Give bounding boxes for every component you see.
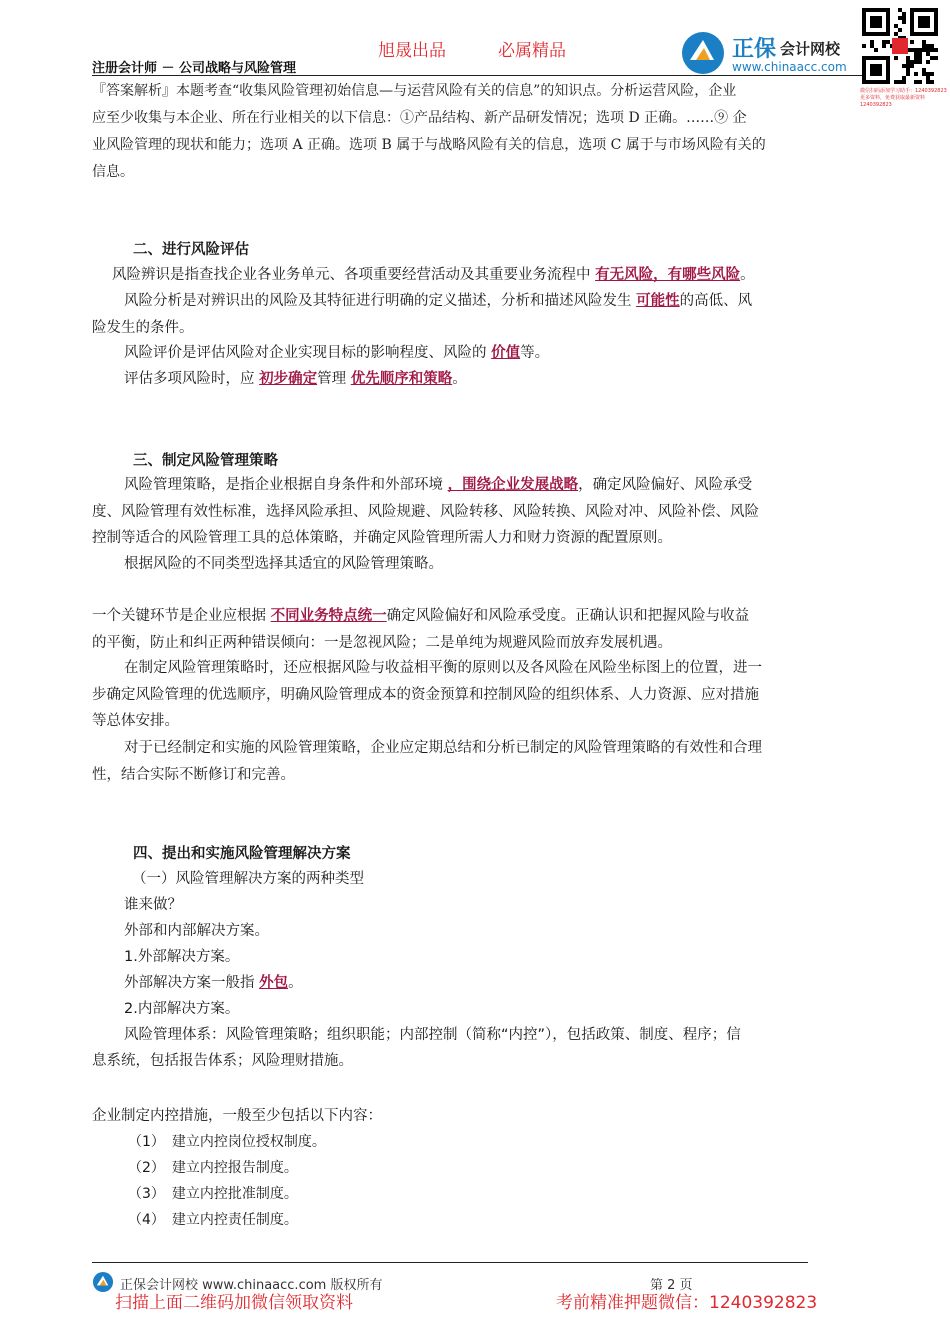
text: 确定风险偏好和风险承受度。正确认识和把握风险与收益 [386,608,750,624]
footer-divider [92,1262,808,1263]
answer-line: 应至少收集与本企业、所在行业相关的以下信息：①产品结构、新产品研发情况；选项 D 正确。……⑨ 企 [92,110,747,126]
text: 外部解决方案一般指 [124,975,260,991]
text: 步确定风险管理的优选顺序，明确风险管理成本的资金预算和控制风险的组织体系、人力资源、应对措施 [92,686,759,703]
header-divider [92,75,862,76]
qr-code-icon [862,8,938,84]
answer-line: 信息。 [92,164,134,180]
text: 风险管理策略，是指企业根据自身条件和外部环境 [124,477,448,493]
qr-caption-2: 更多资料，免费获取最新资料 1240392823 [860,95,926,108]
text: 风险分析是对辨识出的风险及其特征进行明确的定义描述，分析和描述风险发生 [124,293,637,309]
text: 度、风险管理有效性标准，选择风险承担、风险规避、风险转移、风险转换、风险对冲、风险补偿、风险 [92,503,759,520]
answer-line: 业风险管理的现状和能力；选项 A 正确。选项 B 属于与战略风险有关的信息，选项 C 属于与市场风险有关的 [92,137,766,153]
logo-icon [680,30,726,76]
list-item: （4） 建立内控责任制度。 [128,1212,298,1228]
text: 等总体安排。 [92,713,179,729]
highlight-text: 不同业务特点统一 [270,608,387,624]
subheading: （一）风险管理解决方案的两种类型 [132,871,364,887]
sec4-measures-list [128,1129,326,1233]
header-slogan-1: 旭晟出品 [378,41,446,61]
brand-name: 正保 [732,37,777,62]
text: 评估多项风险时，应 [124,371,260,387]
sec2-para-4 [124,366,467,393]
text: 外部和内部解决方案。 [124,923,269,939]
text: 。 [288,975,303,991]
section-heading-4: 四、提出和实施风险管理解决方案 [133,846,351,862]
header-slogan-2: 必属精品 [498,41,566,61]
text: 风险辨识是指查找企业各业务单元、各项重要经营活动及其重要业务流程中 [112,267,596,283]
highlight-text: 外包 [259,975,289,991]
text: 2.内部解决方案。 [124,1001,240,1017]
sec3-para-5 [92,735,862,788]
sec3-para-2: 根据风险的不同类型选择其适宜的风险管理策略。 [124,556,443,572]
text: 险发生的条件。 [92,319,194,336]
text: 一个关键环节是企业应根据 [92,608,271,624]
text: 在制定风险管理策略时，还应根据风险与收益相平衡的原则以及各风险在风险坐标图上的位置，进一 [124,660,762,676]
sec2-para-1 [112,262,755,289]
sec3-para-4 [92,655,862,735]
footer-scan-text: 扫描上面二维码加微信领取资料 [115,1293,353,1313]
section-heading-2: 二、进行风险评估 [133,242,249,258]
highlight-text: 优先顺序和策略 [350,371,453,387]
highlight-text: 价值 [491,345,521,361]
text: 息系统，包括报告体系；风险理财措施。 [92,1053,353,1069]
text: 的高低、风 [679,293,753,309]
highlight-text: 有无风险，有哪些风险 [595,267,741,283]
highlight-text: ，围绕企业发展战略 [447,477,579,493]
footer-logo-icon [92,1271,114,1293]
brand-name-2: 会计网校 [780,40,841,58]
sec2-para-2 [92,288,862,341]
text: 性，结合实际不断修订和完善。 [92,766,295,783]
text: 风险管理体系：风险管理策略；组织职能；内部控制（简称“内控”），包括政策、制度、程序；信 [124,1027,741,1043]
highlight-text: 初步确定 [259,371,318,387]
qr-caption [860,88,950,109]
list-item: （1） 建立内控岗位授权制度。 [128,1134,326,1150]
text: 对于已经制定和实施的风险管理策略，企业应定期总结和分析已制定的风险管理策略的有效性和合理 [124,740,762,756]
header-subtitle: 注册会计师 － 公司战略与风险管理 [92,61,297,76]
sec4-measures-intro: 企业制定内控措施，一般至少包括以下内容： [92,1108,382,1124]
text: 1.外部解决方案。 [124,949,240,965]
footer-copyright: 正保会计网校 www.chinaacc.com 版权所有 [120,1278,383,1293]
list-item: （2） 建立内控报告制度。 [128,1160,298,1176]
brand-url: www.chinaacc.com [732,60,847,74]
sec3-para-3 [92,603,862,656]
highlight-text: 可能性 [636,293,680,309]
sec4-body [92,866,862,1074]
answer-line: 『答案解析』本题考查“收集风险管理初始信息—与运营风险有关的信息”的知识点。分析运营风险，企业 [92,83,737,99]
list-item: （3） 建立内控批准制度。 [128,1186,298,1202]
text: 控制等适合的风险管理工具的总体策略，并确定风险管理所需人力和财力资源的配置原则。 [92,530,672,546]
section-heading-3: 三、制定风险管理策略 [133,453,278,469]
footer-wechat-text: 考前精准押题微信：1240392823 [556,1293,818,1313]
qr-caption-1: 微信扫码添加学习助手：1240392823 [860,88,947,94]
brand-logo [680,30,855,78]
sec2-para-3 [124,340,549,367]
text: 谁来做？ [124,897,182,913]
answer-analysis [92,78,862,186]
text: 管理 [317,371,351,387]
text: 。 [740,267,755,283]
text: 等。 [520,345,550,361]
text: 风险评价是评估风险对企业实现目标的影响程度、风险的 [124,345,492,361]
text: 。 [452,371,467,387]
text: ，确定风险偏好、风险承受 [578,477,753,493]
footer-page-number: 第 2 页 [650,1278,693,1293]
qr-code [862,8,938,84]
text: 的平衡，防止和纠正两种错误倾向：一是忽视风险；二是单纯为规避风险而放弃发展机遇。 [92,634,672,651]
sec3-para-1 [92,472,862,552]
